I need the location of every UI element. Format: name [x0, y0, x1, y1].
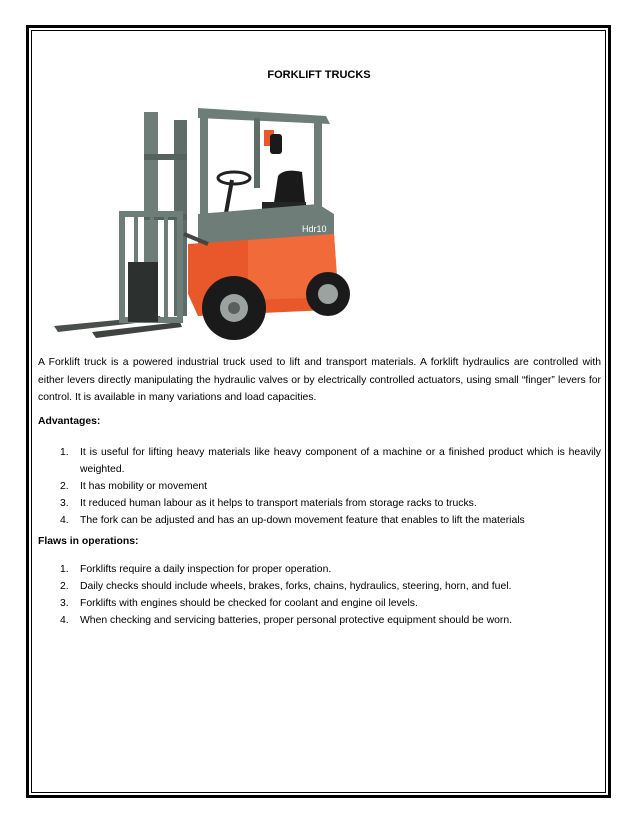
- list-item: 4. The fork can be adjusted and has an up-down movement feature that enables to lift the materials: [60, 515, 525, 526]
- model-badge: Hdr10: [302, 224, 327, 234]
- list-item: 4. When checking and servicing batteries, proper personal protective equipment should be worn.: [60, 615, 513, 626]
- list-item: 1. Forklifts require a daily inspection for proper operation.: [60, 564, 332, 575]
- page-title: FORKLIFT TRUCKS: [267, 69, 371, 81]
- overhead-guard: [198, 108, 330, 124]
- intro-paragraph: A Forklift truck is a powered industrial truck used to lift and transport materials. A forklift hydraulics are controlled with either levers directly manipulating the hydraulic valves or by electrically controlled actuators, using small “finger” levers for control. It is available in many variations and load capacities.: [38, 357, 601, 403]
- list-item: 2. It has mobility or movement: [60, 481, 208, 492]
- list-item: 3. It reduced human labour as it helps to transport materials from storage racks to trucks.: [60, 498, 477, 509]
- list-item: 1. It is useful for lifting heavy materials like heavy component of a machine or a finished product which is heavily weighted.: [60, 447, 601, 475]
- advantages-list: [38, 444, 601, 529]
- forklift-image: [48, 94, 366, 344]
- flaws-list: [38, 561, 601, 629]
- advantages-heading: Advantages:: [38, 416, 101, 427]
- flaws-heading: Flaws in operations:: [38, 536, 139, 547]
- list-item: 3. Forklifts with engines should be checked for coolant and engine oil levels.: [60, 598, 418, 609]
- list-item: 2. Daily checks should include wheels, brakes, forks, chains, hydraulics, steering, horn, and fuel.: [60, 581, 512, 592]
